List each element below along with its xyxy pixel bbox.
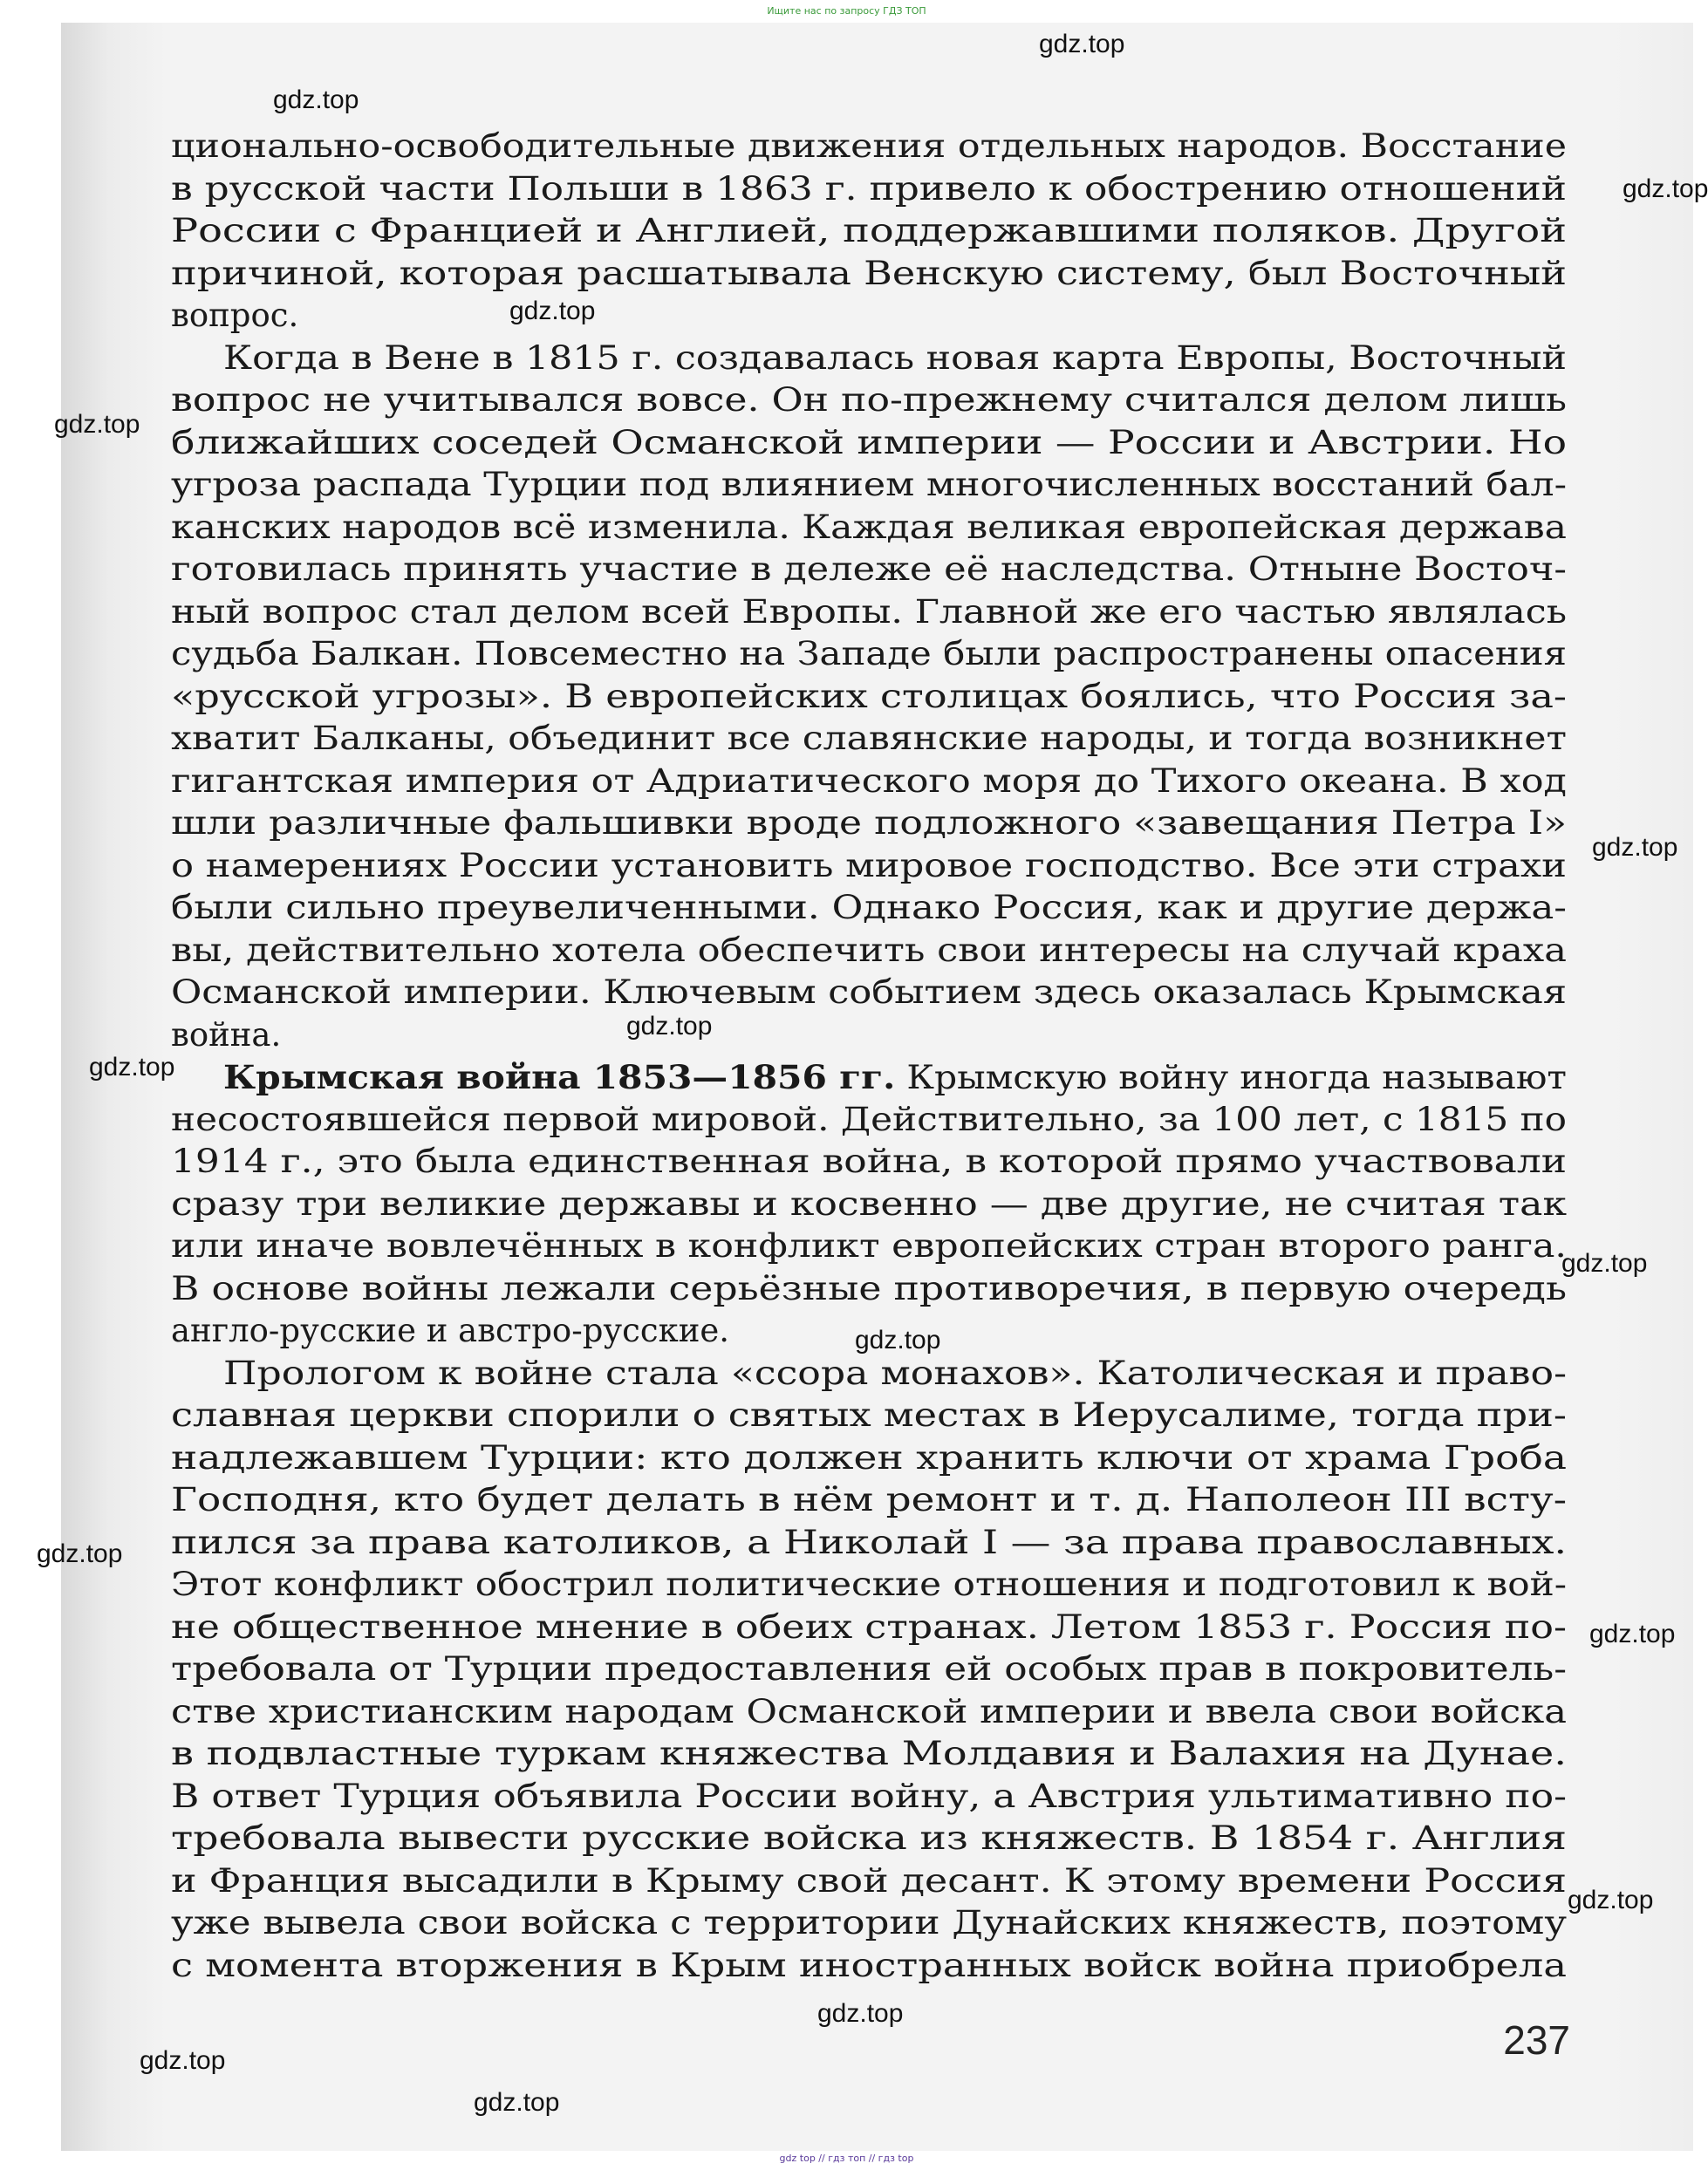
text-line: готовилась принять участие в дележе её наследства. Отныне Восточ-: [171, 550, 1567, 588]
watermark: gdz.top: [54, 410, 140, 439]
text-line: причиной, которая расшатывала Венскую систему, был Восточный: [171, 254, 1567, 292]
text-line: или иначе вовлечённых в конфликт европейских стран второго ранга.: [171, 1227, 1567, 1265]
text-line: не общественное мнение в обеих странах. Летом 1853 г. Россия по-: [171, 1607, 1567, 1646]
text-line: ближайших соседей Османской империи — России и Австрии. Но: [171, 423, 1567, 461]
text-line: и Франция высадили в Крыму свой десант. К этому времени Россия: [171, 1861, 1567, 1900]
text-line: были сильно преувеличенными. Однако Россия, как и другие держа-: [171, 889, 1567, 926]
text-line: война.: [171, 1015, 282, 1054]
text-line: славная церкви спорили о святых местах в Иерусалиме, тогда при-: [171, 1396, 1567, 1434]
text-line: требовала вывести русские войска из княжеств. В 1854 г. Англия: [171, 1819, 1567, 1857]
watermark: gdz.top: [817, 1999, 904, 2028]
text-line: [171, 1056, 1567, 1099]
text-line: надлежавшем Турции: кто должен хранить ключи от храма Гроба: [171, 1438, 1567, 1477]
section-heading: Крымская война 1853—1856 гг.: [223, 1058, 896, 1096]
text-line: 1914 г., это была единственная война, в которой прямо участвовали: [171, 1143, 1567, 1180]
text-line: В основе войны лежали серьёзные противоречия, в первую очередь: [171, 1269, 1567, 1307]
text-line: несостоявшейся первой мировой. Действительно, за 100 лет, с 1815 по: [171, 1100, 1567, 1138]
watermark: gdz.top: [273, 85, 359, 114]
text-line: Господня, кто будет делать в нём ремонт и т. д. Наполеон III всту-: [171, 1481, 1567, 1518]
text-line: вы, действительно хотела обеспечить свои интересы на случай краха: [171, 931, 1567, 969]
text-line: ционально-освободительные движения отдельных народов. Восстание: [171, 127, 1567, 165]
text-line: «русской угрозы». В европейских столицах боялись, что Россия за-: [171, 677, 1567, 715]
text-line: вопрос.: [171, 297, 299, 334]
text-line: вопрос не учитывался вовсе. Он по-прежнему считался делом лишь: [171, 381, 1567, 419]
text-line: сразу три великие державы и косвенно — две другие, не считая так: [171, 1184, 1567, 1223]
text-line: Этот конфликт обострил политические отношения и подготовил к вой-: [171, 1566, 1567, 1603]
watermark: gdz.top: [474, 2088, 560, 2117]
text-line: Османской империи. Ключевым событием здесь оказалась Крымская: [171, 973, 1567, 1011]
watermark: gdz.top: [1568, 1886, 1654, 1914]
top-banner: Ищите нас по запросу ГДЗ ТОП: [767, 5, 926, 17]
watermark: gdz.top: [1039, 30, 1125, 58]
text-line: хватит Балканы, объединит все славянские народы, и тогда возникнет: [171, 720, 1567, 757]
text-line: шли различные фальшивки вроде подложного «завещания Петра I»: [171, 804, 1567, 842]
bottom-banner: gdz top // гдз топ // гдз top: [779, 2153, 914, 2164]
text-line: России с Францией и Англией, поддержавшими поляков. Другой: [171, 212, 1567, 249]
text-line: стве христианским народам Османской империи и ввела свои войска: [171, 1692, 1567, 1730]
text-line: англо-русские и австро-русские.: [171, 1312, 730, 1349]
text-line: о намерениях России установить мировое господство. Все эти страхи: [171, 846, 1567, 884]
watermark: gdz.top: [855, 1326, 941, 1355]
text-line: ный вопрос стал делом всей Европы. Главной же его частью являлась: [171, 592, 1567, 631]
page-number: 237: [1503, 2017, 1570, 2063]
text-line: канских народов всё изменила. Каждая великая европейская держава: [171, 508, 1567, 546]
text-line: уже вывела свои войска с территории Дунайских княжеств, поэтому: [171, 1904, 1567, 1942]
text-line: в подвластные туркам княжества Молдавия и Валахия на Дунае.: [171, 1735, 1568, 1772]
watermark: gdz.top: [89, 1053, 175, 1082]
text-line: гигантская империя от Адриатического моря до Тихого океана. В ход: [171, 761, 1568, 800]
text-line: В ответ Турция объявила России войну, а Австрия ультимативно по-: [171, 1777, 1568, 1815]
heading-continuation: Крымскую войну иногда называют: [906, 1059, 1567, 1096]
watermark: gdz.top: [1561, 1249, 1648, 1278]
watermark: gdz.top: [1589, 1620, 1676, 1648]
text-line: угроза распада Турции под влиянием многочисленных восстаний бал-: [171, 466, 1567, 503]
watermark: gdz.top: [1623, 174, 1708, 203]
text-line: пился за права католиков, а Николай I — за права православных.: [171, 1523, 1567, 1561]
text-line: в русской части Польши в 1863 г. привело к обострению отношений: [171, 169, 1567, 208]
watermark: gdz.top: [37, 1539, 123, 1568]
watermark: gdz.top: [509, 297, 596, 325]
text-line: с момента вторжения в Крым иностранных войск война приобрела: [171, 1946, 1568, 1984]
watermark: gdz.top: [626, 1012, 713, 1041]
text-line: судьба Балкан. Повсеместно на Западе были распространены опасения: [171, 635, 1567, 672]
text-line: Когда в Вене в 1815 г. создавалась новая карта Европы, Восточный: [223, 338, 1567, 377]
watermark: gdz.top: [1592, 833, 1678, 862]
text-line: требовала от Турции предоставления ей особых прав в покровитель-: [171, 1650, 1568, 1688]
body-text: [171, 126, 1567, 1987]
text-line: Прологом к войне стала «ссора монахов». Католическая и право-: [223, 1354, 1567, 1392]
watermark: gdz.top: [140, 2046, 226, 2075]
